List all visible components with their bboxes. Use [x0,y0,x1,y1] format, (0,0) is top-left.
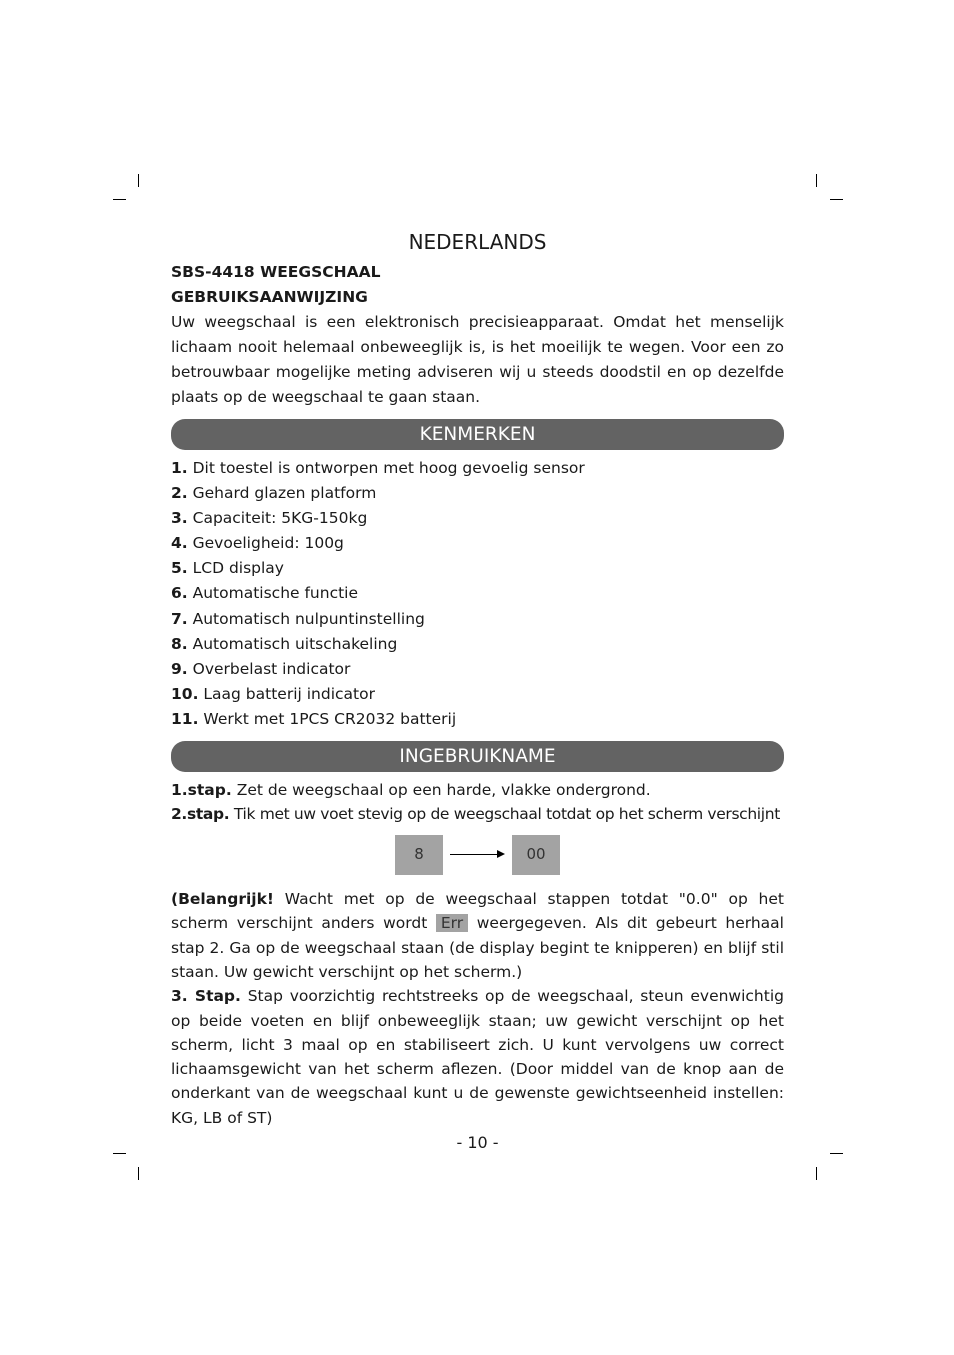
item-text: Capaciteit: 5KG-150kg [192,509,368,528]
list-item [171,456,784,481]
step-1-label: 1.stap. [171,781,232,800]
crop-mark-top-right-horizontal [830,199,843,200]
item-text: LCD display [192,559,284,578]
step-2 [171,802,784,826]
list-item [171,481,784,506]
features-list [171,456,784,732]
step-2-label: 2.stap. [171,805,230,824]
list-item [171,581,784,606]
step-1-text: Zet de weegschaal op een harde, vlakke ondergrond. [236,781,651,800]
list-item [171,632,784,657]
display-sequence-diagram [171,829,784,887]
item-text: Laag batterij indicator [203,684,375,703]
step-1 [171,778,784,802]
lcd-display-initial: 8 [395,835,443,875]
arrow-line [450,854,498,855]
model-heading: SBS-4418 WEEGSCHAAL [171,263,381,281]
important-note [171,887,784,984]
item-number: 4. [171,534,188,553]
list-item [171,556,784,581]
step-2-text: Tik met uw voet stevig op de weegschaal totdat op het scherm verschijnt [233,805,780,824]
item-number: 1. [171,459,188,477]
item-number: 3. [171,509,188,528]
err-display: Err [436,914,468,932]
lcd-display-zero: 00 [512,835,560,875]
item-number: 9. [171,659,188,678]
list-item [171,607,784,632]
item-number: 11. [171,709,199,728]
crop-mark-bottom-right-vertical [816,1167,817,1180]
list-item [171,657,784,682]
item-text: Gevoeligheid: 100g [192,534,344,553]
item-number: 7. [171,609,188,628]
item-number: 10. [171,684,199,703]
arrow-right-icon [497,850,505,858]
crop-mark-bottom-left-vertical [138,1167,139,1180]
item-text: Automatisch nulpuntinstelling [192,609,425,628]
intro-paragraph: Uw weegschaal is een elektronisch precisieapparaat. Omdat het menselijk lichaam nooit helemaal onbeweeglijk is, is het moeilijk te wegen. Voor een zo betrouwbaar mogelijke meting adviseren wij u steeds doodstil en op dezelfde plaats op de weegschaal te gaan staan. [171,313,784,406]
crop-mark-bottom-left-horizontal [113,1153,126,1154]
language-title: NEDERLANDS [408,230,547,254]
manual-heading: GEBRUIKSAANWIJZING [171,288,368,306]
section-bar-features: KENMERKEN [171,419,784,450]
item-number: 5. [171,559,188,578]
item-number: 2. [171,484,188,503]
crop-mark-top-left-vertical [138,174,139,187]
crop-mark-bottom-right-horizontal [830,1153,843,1154]
step-3-label: 3. Stap. [171,987,241,1006]
item-text: Automatisch uitschakeling [192,634,398,653]
item-number: 8. [171,634,188,653]
item-text: Dit toestel is ontworpen met hoog gevoelig sensor [192,459,585,477]
important-text-b: weergegeven. Als dit gebeurt herhaal stap 2. Ga op de weegschaal staan (de display begint te knipperen) en blijf stil staan. Uw gewicht verschijnt op het scherm.) [171,914,784,981]
item-number: 6. [171,584,188,603]
item-text: Werkt met 1PCS CR2032 batterij [203,709,457,728]
step-3-text: Stap voorzichtig rechtstreeks op de weegschaal, steun evenwichtig op beide voeten en blijf onbeweeglijk staan; uw gewicht verschijnt op het scherm, licht 3 maal op en stabiliseert zich. U kunt vervolgens uw correct lichaamsgewicht van het scherm aflezen. (Door middel van de knop aan de onderkant van de weegschaal kunt u de gewenste gewichtseenheid instellen: KG, LB of ST) [171,987,784,1127]
list-item [171,531,784,556]
list-item [171,682,784,707]
manual-page [171,228,784,1155]
list-item [171,707,784,732]
item-text: Overbelast indicator [192,659,351,678]
crop-mark-top-right-vertical [816,174,817,187]
page-number: - 10 - [456,1133,499,1152]
important-label: (Belangrijk! [171,890,274,909]
list-item [171,506,784,531]
item-text: Automatische functie [192,584,359,603]
important-text-a: Wacht met op de weegschaal stappen totdat "0.0" op het scherm verschijnt anders wordt [171,890,784,933]
crop-mark-top-left-horizontal [113,199,126,200]
section-bar-usage: INGEBRUIKNAME [171,741,784,772]
step-3 [171,984,784,1130]
item-text: Gehard glazen platform [192,484,377,503]
